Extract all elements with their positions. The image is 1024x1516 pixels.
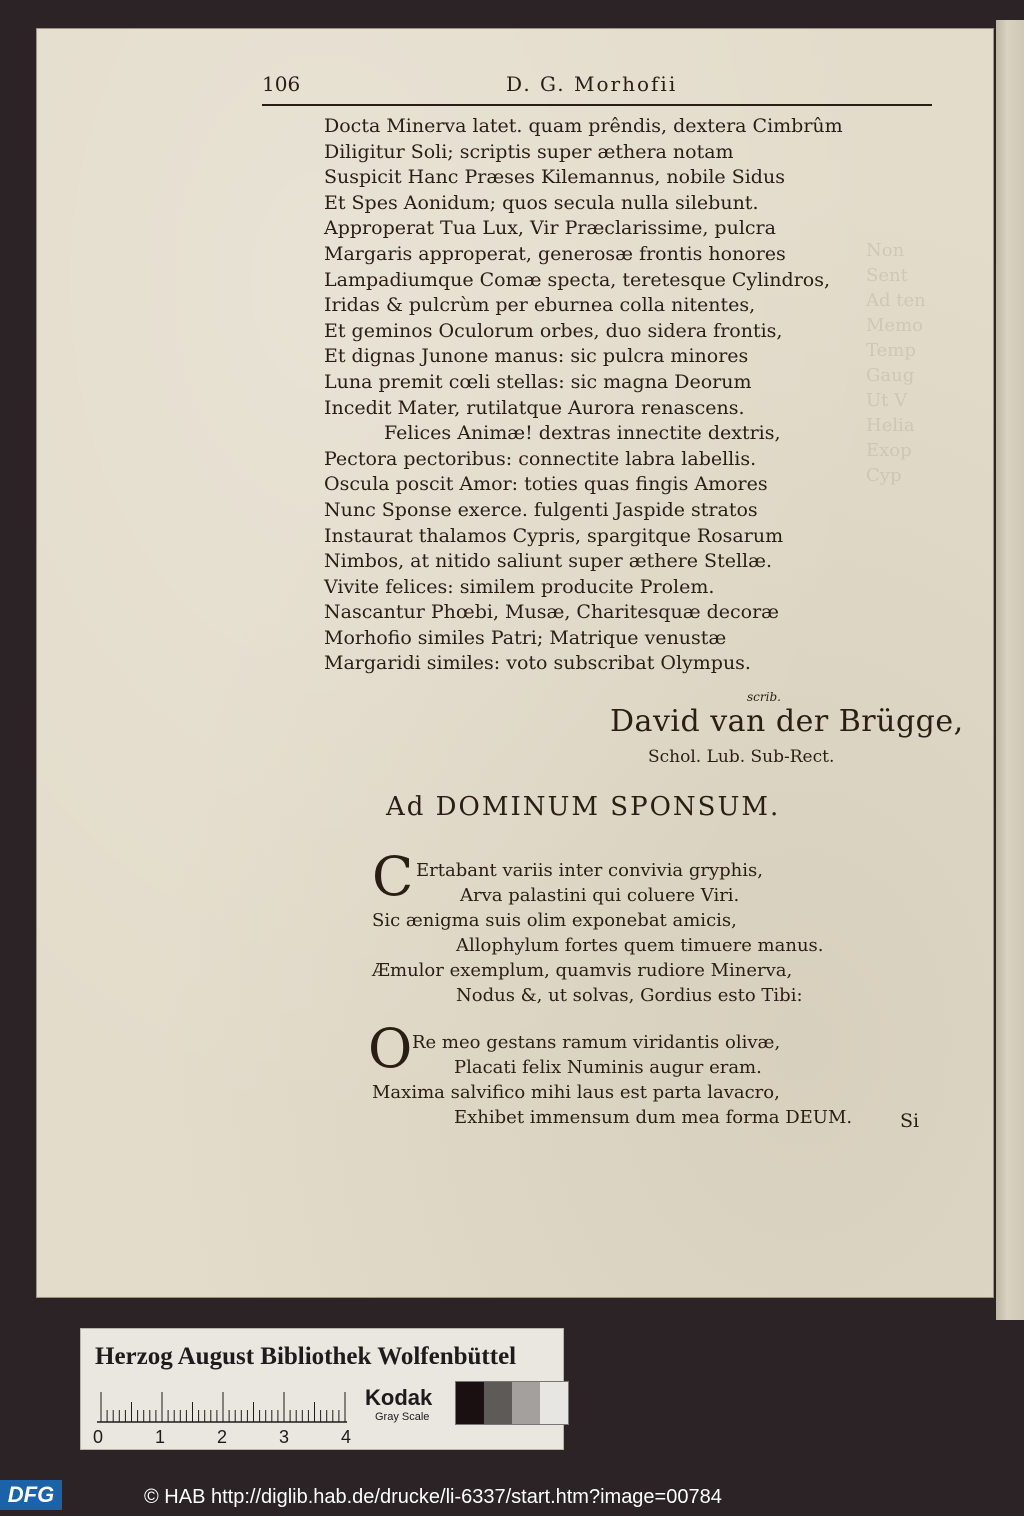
main-verse bbox=[324, 114, 934, 677]
ruler-number: 3 bbox=[279, 1427, 290, 1447]
verse-line: Sic ænigma suis olim exponebat amicis, bbox=[372, 910, 737, 931]
verse-line: Et dignas Junone manus: sic pulcra minores bbox=[324, 345, 749, 368]
verse-line: Luna premit cœli stellas: sic magna Deorum bbox=[324, 370, 752, 393]
signer-role: Schol. Lub. Sub-Rect. bbox=[648, 747, 835, 767]
verse-line: Et Spes Aonidum; quos secula nulla silebunt. bbox=[324, 191, 759, 214]
verse-line: Nodus &, ut solvas, Gordius esto Tibi: bbox=[456, 985, 803, 1006]
scale-ruler bbox=[97, 1387, 347, 1423]
verse-line: Exhibet immensum dum mea forma DEUM. bbox=[454, 1107, 853, 1128]
verse-line: Maxima salvifico mihi laus est parta lavacro, bbox=[372, 1082, 780, 1103]
verse-line: Arva palastini qui coluere Viri. bbox=[460, 885, 740, 906]
ruler-number: 2 bbox=[217, 1427, 228, 1447]
verse-line: Nascantur Phœbi, Musæ, Charitesquæ decoræ bbox=[324, 601, 780, 624]
running-title: D. G. Morhofii bbox=[506, 72, 678, 96]
kodak-brand: Kodak bbox=[365, 1385, 433, 1410]
swatch-dark-gray bbox=[484, 1382, 512, 1424]
dfg-logo: DFG bbox=[0, 1480, 62, 1510]
swatch-light-gray bbox=[512, 1382, 540, 1424]
verse-line: Instaurat thalamos Cypris, spargitque Rosarum bbox=[324, 524, 784, 547]
show-through-text: Non Sent Ad ten Memo Temp Gaug Ut V Helia Exop Cyp bbox=[866, 240, 926, 486]
copyright-url[interactable]: © HAB http://diglib.hab.de/drucke/li-6337/start.htm?image=00784 bbox=[144, 1486, 722, 1508]
scrib-note: scrib. bbox=[747, 690, 781, 704]
verse-line: Suspicit Hanc Præses Kilemannus, nobile Sidus bbox=[324, 166, 785, 189]
gray-scale-label: Gray Scale bbox=[375, 1411, 430, 1423]
verse-line: Nimbos, at nitido saliunt super æthere Stellæ. bbox=[324, 550, 773, 573]
verse-line: Vivite felices: similem producite Prolem. bbox=[324, 575, 715, 598]
verse-line: Allophylum fortes quem timuere manus. bbox=[456, 935, 824, 956]
verse-line: Diligitur Soli; scriptis super æthera notam bbox=[324, 140, 734, 163]
verse-line: Re meo gestans ramum viridantis olivæ, bbox=[412, 1032, 781, 1053]
running-head bbox=[262, 70, 932, 106]
verse-line: Iridas & pulcrùm per eburnea colla nitentes, bbox=[324, 294, 756, 317]
verse-line: Oscula poscit Amor: toties quas fingis Amores bbox=[324, 473, 768, 496]
verse-line: Nunc Sponse exerce. fulgenti Jaspide stratos bbox=[324, 498, 758, 521]
verse-line: Incedit Mater, rutilatque Aurora renascens. bbox=[324, 396, 745, 419]
verse-line: Pectora pectoribus: connectite labra labellis. bbox=[324, 447, 757, 470]
signer-name: David van der Brügge, bbox=[610, 704, 964, 739]
section-heading: Ad DOMINUM SPONSUM. bbox=[386, 792, 781, 822]
verse-line: Lampadiumque Comæ specta, teretesque Cylindros, bbox=[324, 268, 831, 291]
drop-cap: C bbox=[372, 845, 414, 908]
drop-cap: O bbox=[368, 1017, 413, 1080]
swatch-white bbox=[540, 1382, 568, 1424]
verse-line: Felices Animæ! dextras innectite dextris, bbox=[384, 422, 781, 445]
color-reference-card bbox=[80, 1328, 564, 1450]
page-number: 106 bbox=[262, 72, 301, 96]
verse-line: Margaris approperat, generosæ frontis honores bbox=[324, 242, 786, 265]
card-title: Herzog August Bibliothek Wolfenbüttel bbox=[95, 1343, 517, 1370]
ruler-number: 1 bbox=[155, 1427, 166, 1447]
verse-line: Docta Minerva latet. quam prêndis, dextera Cimbrûm bbox=[324, 115, 843, 137]
ruler-number: 0 bbox=[93, 1427, 104, 1447]
verse-line: Et geminos Oculorum orbes, duo sidera frontis, bbox=[324, 319, 783, 342]
verse-line: Æmulor exemplum, quamvis rudiore Minerva, bbox=[372, 960, 793, 981]
verse-line: Placati felix Numinis augur eram. bbox=[454, 1057, 762, 1078]
riddle-one bbox=[336, 858, 896, 1008]
ruler-number: 4 bbox=[341, 1427, 352, 1447]
ruler-numbers bbox=[93, 1427, 353, 1447]
adjacent-page-edge bbox=[996, 20, 1024, 1320]
verse-line: Margaridi similes: voto subscribat Olympus. bbox=[324, 652, 751, 675]
verse-line: Ertabant variis inter convivia gryphis, bbox=[416, 860, 763, 881]
catchword: Si bbox=[900, 1110, 920, 1132]
verse-line: Morhofio similes Patri; Matrique venustæ bbox=[324, 626, 727, 649]
verse-line: Approperat Tua Lux, Vir Præclarissime, pulcra bbox=[324, 217, 776, 240]
swatch-black bbox=[456, 1382, 484, 1424]
gray-swatches bbox=[455, 1381, 569, 1425]
riddle-two bbox=[336, 1030, 896, 1130]
